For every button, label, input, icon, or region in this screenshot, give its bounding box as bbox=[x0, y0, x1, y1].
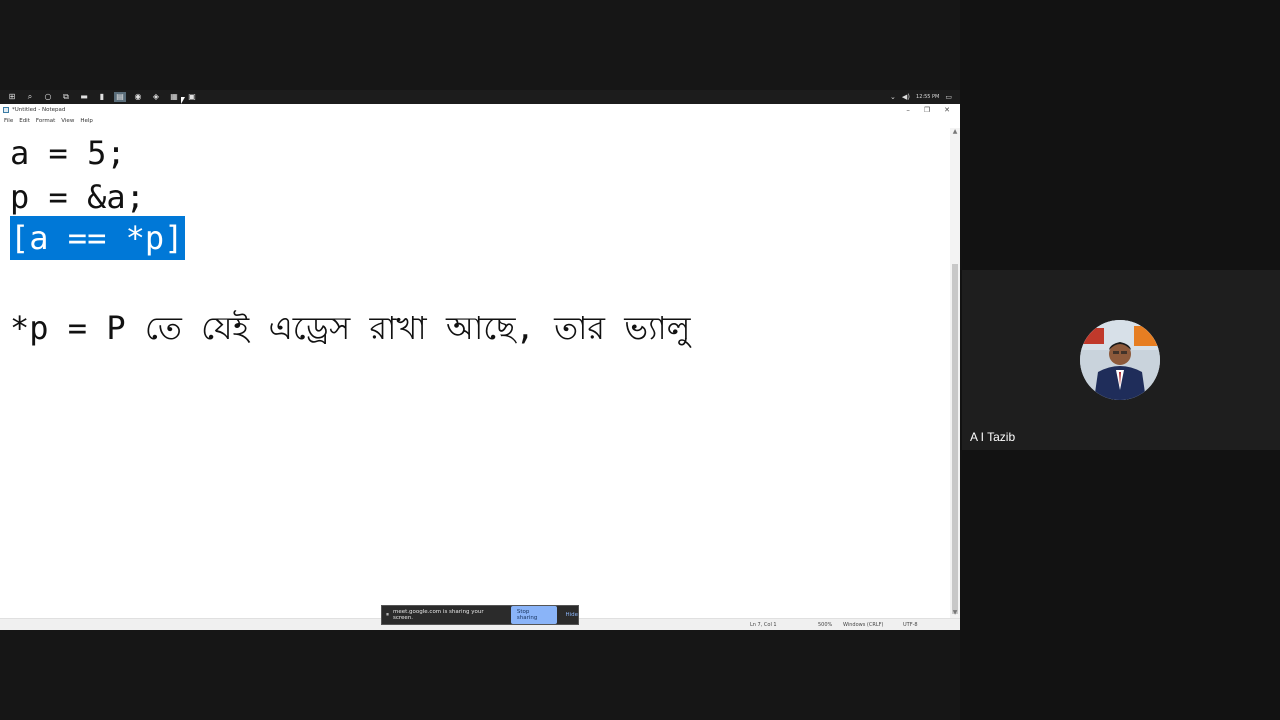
participant-tile[interactable] bbox=[962, 270, 1280, 450]
share-message: meet.google.com is sharing your screen. bbox=[393, 609, 484, 621]
scroll-thumb[interactable] bbox=[952, 264, 958, 614]
menu-bar bbox=[0, 116, 960, 126]
app-icon-1[interactable]: ▮ bbox=[99, 92, 105, 101]
menu-help[interactable]: Help bbox=[80, 118, 93, 124]
windows-taskbar bbox=[0, 90, 960, 104]
app-icon-3[interactable]: ▦ bbox=[170, 92, 178, 101]
search-icon[interactable]: ⌕ bbox=[27, 92, 33, 101]
hide-banner-button[interactable]: Hide bbox=[565, 612, 578, 618]
cortana-icon[interactable]: ○ bbox=[44, 92, 52, 101]
stop-sharing-button[interactable]: Stop sharing bbox=[511, 606, 558, 624]
notification-icon[interactable]: ▭ bbox=[945, 93, 952, 101]
app-icon-4[interactable]: ▣ bbox=[188, 92, 196, 101]
pause-icon: ⏸ bbox=[386, 611, 390, 618]
avatar-photo-icon bbox=[1080, 320, 1160, 400]
menu-view[interactable]: View bbox=[61, 118, 75, 124]
task-view-icon[interactable]: ⧉ bbox=[63, 92, 69, 101]
code-line-5: *p = P তে যেই এড্রেস রাখা আছে, তার ভ্যালু bbox=[10, 309, 691, 347]
chrome-icon[interactable]: ◉ bbox=[134, 92, 142, 101]
scroll-down-icon[interactable]: ▼ bbox=[952, 609, 958, 616]
screen-share-banner bbox=[381, 605, 579, 625]
vertical-scrollbar[interactable] bbox=[950, 128, 960, 618]
menu-edit[interactable]: Edit bbox=[19, 118, 30, 124]
code-line-1: a = 5; bbox=[10, 134, 126, 172]
text-editor-area[interactable] bbox=[0, 128, 950, 616]
avatar bbox=[1080, 320, 1160, 400]
scroll-up-icon[interactable]: ▲ bbox=[952, 128, 958, 135]
window-controls bbox=[906, 106, 960, 114]
system-tray bbox=[890, 93, 960, 101]
notepad-titlebar bbox=[0, 104, 960, 116]
code-line-2: p = &a; bbox=[10, 178, 145, 216]
zoom-level: 500% bbox=[818, 622, 833, 628]
mouse-cursor-icon bbox=[181, 97, 185, 104]
taskbar-clock[interactable]: 12:55 PM bbox=[916, 94, 940, 100]
notepad-icon bbox=[3, 107, 9, 113]
close-icon[interactable]: ✕ bbox=[944, 106, 950, 114]
encoding: UTF-8 bbox=[903, 622, 918, 628]
app-icon-2[interactable]: ◈ bbox=[152, 92, 160, 101]
volume-icon[interactable]: ◀) bbox=[901, 93, 911, 101]
window-title: *Untitled - Notepad bbox=[12, 107, 66, 113]
notepad-taskbar-icon[interactable]: ▤ bbox=[114, 92, 126, 102]
windows-start-icon[interactable]: ⊞ bbox=[8, 92, 16, 101]
restore-icon[interactable]: ❐ bbox=[923, 106, 931, 114]
file-explorer-icon[interactable]: ▬ bbox=[80, 92, 88, 101]
screen-top-margin bbox=[0, 0, 960, 90]
chevron-up-icon[interactable]: ⌄ bbox=[890, 93, 896, 101]
menu-format[interactable]: Format bbox=[35, 118, 56, 124]
notepad-window bbox=[0, 104, 960, 630]
code-line-3-selected: [a == *p] bbox=[10, 216, 185, 260]
participant-name: A I Tazib bbox=[970, 430, 1016, 444]
line-ending: Windows (CRLF) bbox=[843, 622, 884, 628]
minimize-icon[interactable]: – bbox=[906, 106, 910, 114]
menu-file[interactable]: File bbox=[4, 118, 14, 124]
cursor-position: Ln 7, Col 1 bbox=[750, 622, 777, 628]
